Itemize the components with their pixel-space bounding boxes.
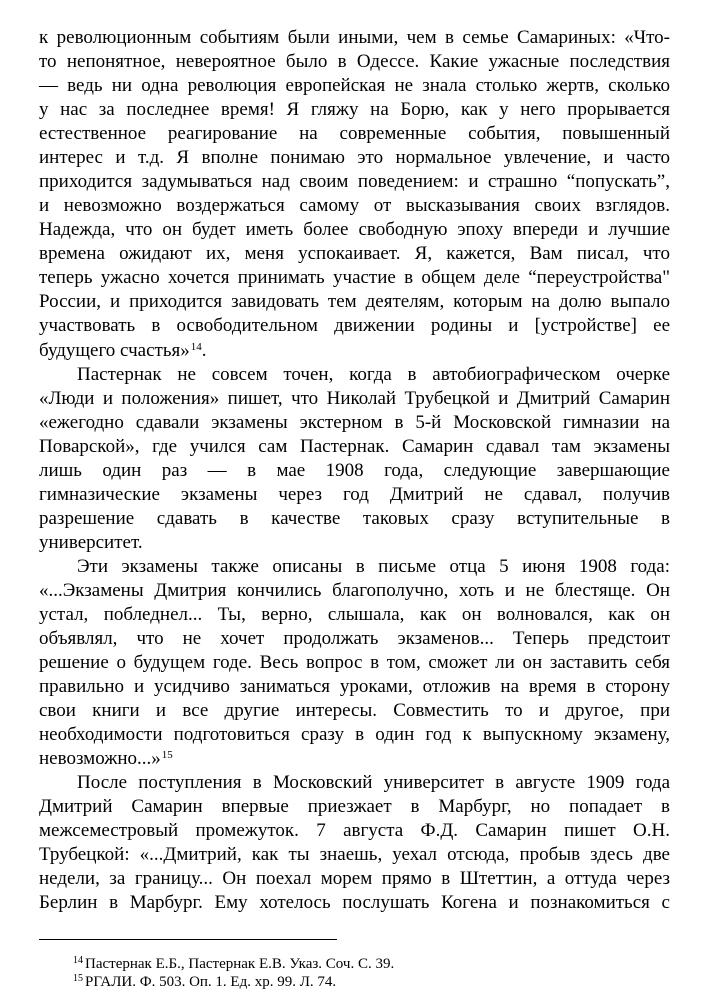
text-line: межсеместровый промежуток. 7 августа Ф.Д. Самарин пишет О.Н. — [39, 820, 670, 841]
text-line: разрешение сдавать в качестве таковых сразу вступительные в — [39, 508, 670, 529]
text-line: «...Экзамены Дмитрия кончились благополучно, хоть и не блестяще. Он — [39, 580, 670, 601]
text-line: к революционным событиям были иными, чем в семье Самариных: «Что- — [39, 27, 670, 48]
footnote-text: РГАЛИ. Ф. 503. Оп. 1. Ед. хр. 99. Л. 74. — [85, 974, 337, 990]
text-line: гимназические экзамены через год Дмитрий не сдавал, получив — [39, 484, 670, 505]
text-line: Берлин в Марбург. Ему хотелось послушать Когена и познакомиться с — [39, 892, 670, 913]
footnote-text: Пастернак Е.Б., Пастернак Е.В. Указ. Соч. С. 39. — [85, 956, 395, 972]
text-line: правильно и усидчиво заниматься уроками, отложив на время в сторону — [39, 676, 670, 697]
text-line: необходимости подготовиться сразу в один год к выпускному экзамену, — [39, 724, 670, 745]
text-line: устал, побледнел... Ты, верно, слышала, как он волновался, как он — [39, 604, 670, 625]
footnote-number: 15 — [73, 973, 83, 984]
text-line: будущего счастья»$^{14}$. — [39, 340, 207, 361]
text-line: объявлял, что не хочет продолжать экзаменов... Теперь предстоит — [39, 628, 670, 649]
footnote-separator — [39, 939, 337, 940]
text-line: и невозможно воздержаться самому от высказывания своих взглядов. — [39, 195, 670, 216]
text-line: решение о будущем годе. Весь вопрос в том, сможет ли он заставить себя — [39, 652, 670, 673]
text-line: — ведь ни одна революция европейская не знала столько жертв, сколько — [39, 75, 670, 96]
text-line: «Люди и положения» пишет, что Николай Трубецкой и Дмитрий Самарин — [39, 388, 670, 409]
text-line: интерес и т.д. Я вполне понимаю это нормальное увлечение, и часто — [39, 147, 670, 168]
text-line: у нас за последнее время! Я гляжу на Борю, как у него прорывается — [39, 99, 670, 120]
paragraph-first-line: Пастернак не совсем точен, когда в автобиографическом очерке — [77, 364, 670, 385]
text-line: свои книги и все другие интересы. Совместить то и другое, при — [39, 700, 670, 721]
text-line: Трубецкой: «...Дмитрий, как ты знаешь, уехал отсюда, пробыв здесь две — [39, 844, 670, 865]
paragraph-first-line: Эти экзамены также описаны в письме отца 5 июня 1908 года: — [77, 556, 670, 577]
text-line: времена ожидают их, меня успокаивает. Я, кажется, Вам писал, что — [39, 243, 670, 264]
text-line: приходится задумываться над своим поведением: и страшно “попускать”, — [39, 171, 670, 192]
text-line: лишь один раз — в мае 1908 года, следующие завершающие — [39, 460, 670, 481]
text-line: Дмитрий Самарин впервые приезжает в Марбург, но попадает в — [39, 796, 670, 817]
footnote-14 — [73, 955, 394, 973]
text-line: теперь ужасно хочется принимать участие в общем деле “переустройства" — [39, 267, 670, 288]
footnote-ref-15[interactable]: 15 — [161, 749, 173, 761]
text-line: Поварской», где учился сам Пастернак. Самарин сдавал там экзамены — [39, 436, 670, 457]
text-line: то непонятное, невероятное было в Одессе. Какие ужасные последствия — [39, 51, 670, 72]
footnote-15 — [73, 973, 336, 991]
text-line: «ежегодно сдавали экзамены экстерном в 5-й Московской гимназии на — [39, 412, 670, 433]
text-line: участвовать в освободительном движении родины и [устройстве] ее — [39, 315, 670, 336]
footnote-number: 14 — [73, 955, 83, 966]
footnote-ref-14[interactable]: 14 — [190, 341, 202, 353]
text-line: России, и приходится завидовать тем деятелям, которым на долю выпало — [39, 291, 670, 312]
text-line: недели, за границу... Он поехал морем прямо в Штеттин, а оттуда через — [39, 868, 670, 889]
text-line: невозможно...»$^{15}$ — [39, 748, 173, 769]
text-line: Надежда, что он будет иметь более свободную эпоху впереди и лучшие — [39, 219, 670, 240]
text-line: университет. — [39, 532, 143, 553]
text-line: естественное реагирование на современные события, повышенный — [39, 123, 670, 144]
paragraph-first-line: После поступления в Московский университет в августе 1909 года — [77, 772, 670, 793]
